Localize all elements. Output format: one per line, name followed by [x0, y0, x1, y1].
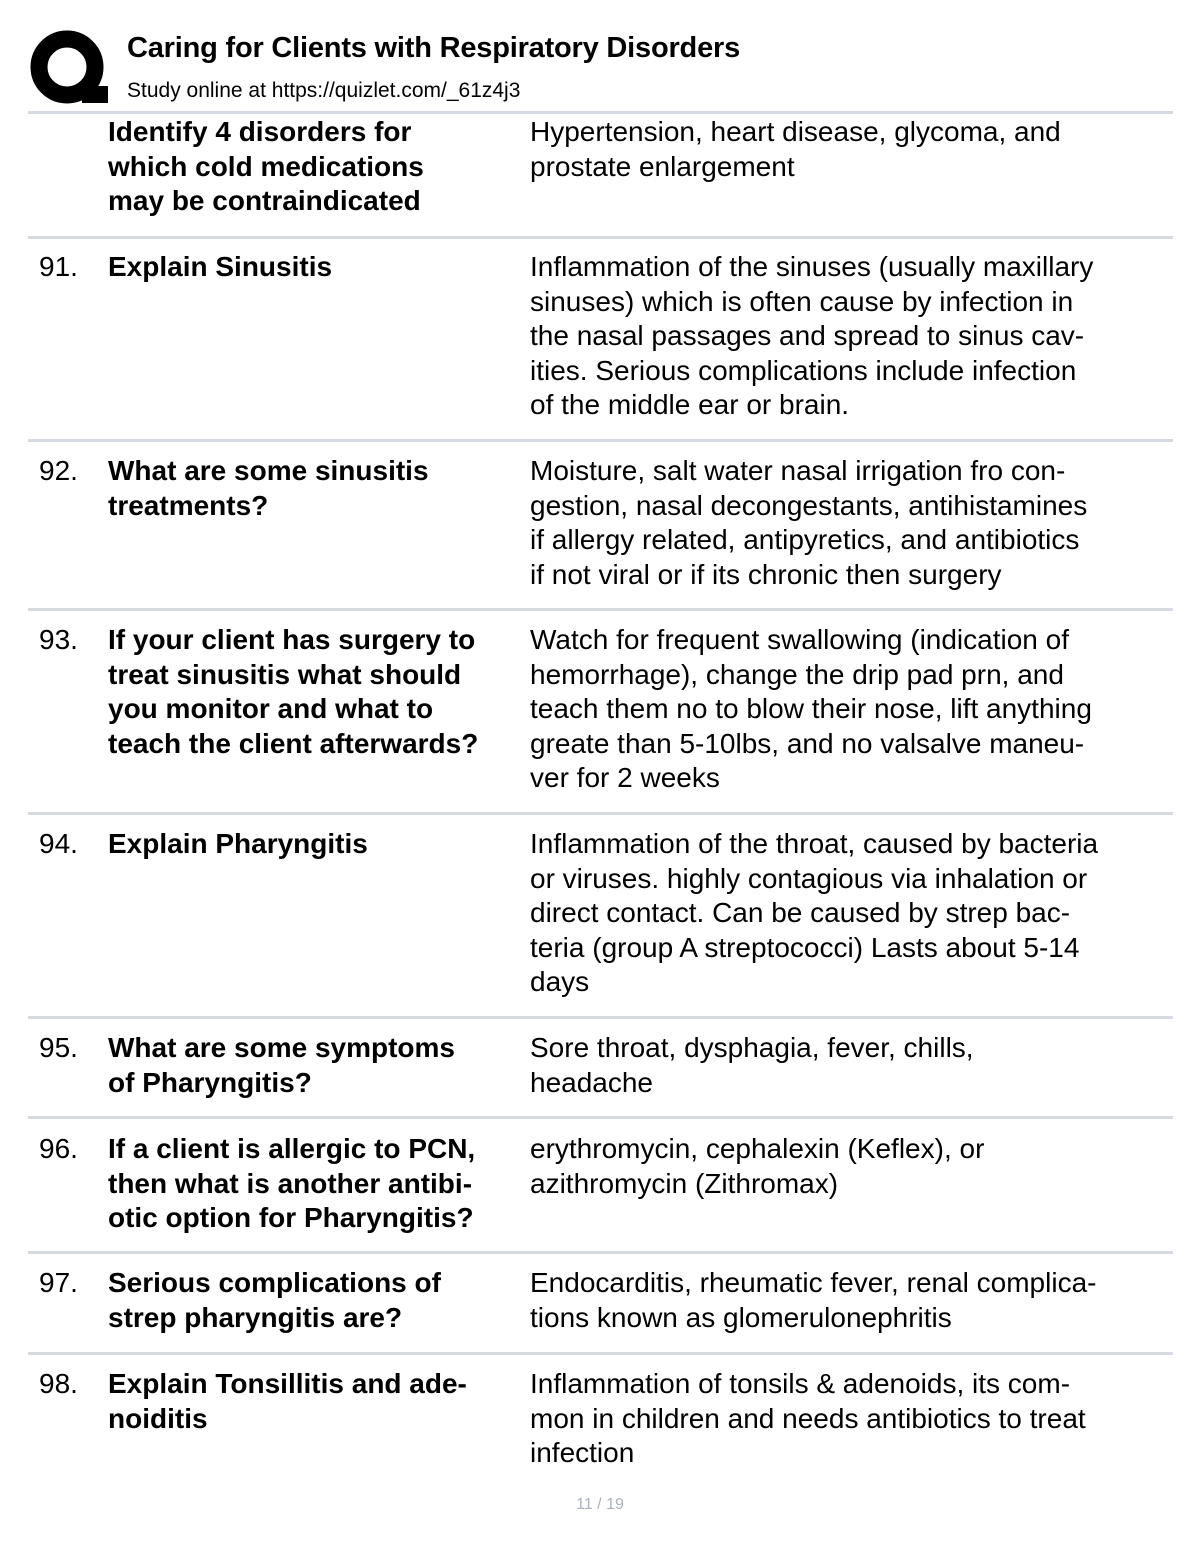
- page-title: Caring for Clients with Respiratory Disorders: [127, 32, 741, 64]
- card-term: Serious complications of strep pharyngitis are?: [108, 1267, 441, 1333]
- card-definition: Inflammation of the sinuses (usually maxillary sinuses) which is often cause by infection in the nasal passages and spread to sinus cav- ities. Serious complications include infection of the middle ear or brain.: [530, 251, 1094, 420]
- card-number: 94.: [39, 828, 78, 859]
- card-term: What are some sinusitis treatments?: [108, 455, 429, 521]
- card-term: Explain Pharyngitis: [108, 828, 368, 859]
- card-number: 98.: [39, 1368, 78, 1399]
- card-definition: Watch for frequent swallowing (indication of hemorrhage), change the drip pad prn, and teach them no to blow their nose, lift anything greate than 5-10lbs, and no valsalve maneu- ver for 2 weeks: [530, 624, 1092, 793]
- row-divider: [28, 812, 1173, 815]
- study-online-link[interactable]: Study online at https://quizlet.com/_61z4j3: [127, 79, 521, 102]
- card-definition: Endocarditis, rheumatic fever, renal complica- tions known as glomerulonephritis: [530, 1267, 1097, 1333]
- card-term: Identify 4 disorders for which cold medications may be contraindicated: [108, 116, 424, 216]
- row-divider: [28, 1251, 1173, 1254]
- row-divider: [28, 1352, 1173, 1355]
- card-term: Explain Sinusitis: [108, 251, 333, 282]
- card-term: If a client is allergic to PCN, then what is another antibi- otic option for Pharyngitis?: [108, 1133, 476, 1233]
- card-number: 95.: [39, 1032, 78, 1063]
- page-number: 11 / 19: [576, 1496, 624, 1513]
- card-number: 93.: [39, 624, 78, 655]
- card-term: What are some symptoms of Pharyngitis?: [108, 1032, 455, 1098]
- row-divider: [28, 1016, 1173, 1019]
- row-divider: [28, 1116, 1173, 1119]
- card-definition: Inflammation of the throat, caused by bacteria or viruses. highly contagious via inhalation or direct contact. Can be caused by strep bac- teria (group A streptococci) Lasts about 5-14 days: [530, 828, 1099, 997]
- card-number: 91.: [39, 251, 78, 282]
- card-number: 92.: [39, 455, 78, 486]
- row-divider: [28, 439, 1173, 442]
- card-definition: erythromycin, cephalexin (Keflex), or azithromycin (Zithromax): [530, 1133, 985, 1199]
- header-divider: [28, 111, 1173, 114]
- card-term: If your client has surgery to treat sinusitis what should you monitor and what to teach the client afterwards?: [108, 624, 479, 759]
- card-number: 97.: [39, 1267, 78, 1298]
- card-definition: Sore throat, dysphagia, fever, chills, headache: [530, 1032, 974, 1098]
- card-term: Explain Tonsillitis and ade- noiditis: [108, 1368, 467, 1434]
- card-number: 96.: [39, 1133, 78, 1164]
- row-divider: [28, 236, 1173, 239]
- card-definition: Inflammation of tonsils & adenoids, its com- mon in children and needs antibiotics to treat infection: [530, 1368, 1086, 1468]
- card-definition: Moisture, salt water nasal irrigation fro con- gestion, nasal decongestants, antihistamines if allergy related, antipyretics, and antibiotics if not viral or if its chronic then surgery: [530, 455, 1088, 590]
- row-divider: [28, 608, 1173, 611]
- card-definition: Hypertension, heart disease, glycoma, and prostate enlargement: [530, 116, 1061, 182]
- quizlet-logo-icon: [30, 30, 108, 108]
